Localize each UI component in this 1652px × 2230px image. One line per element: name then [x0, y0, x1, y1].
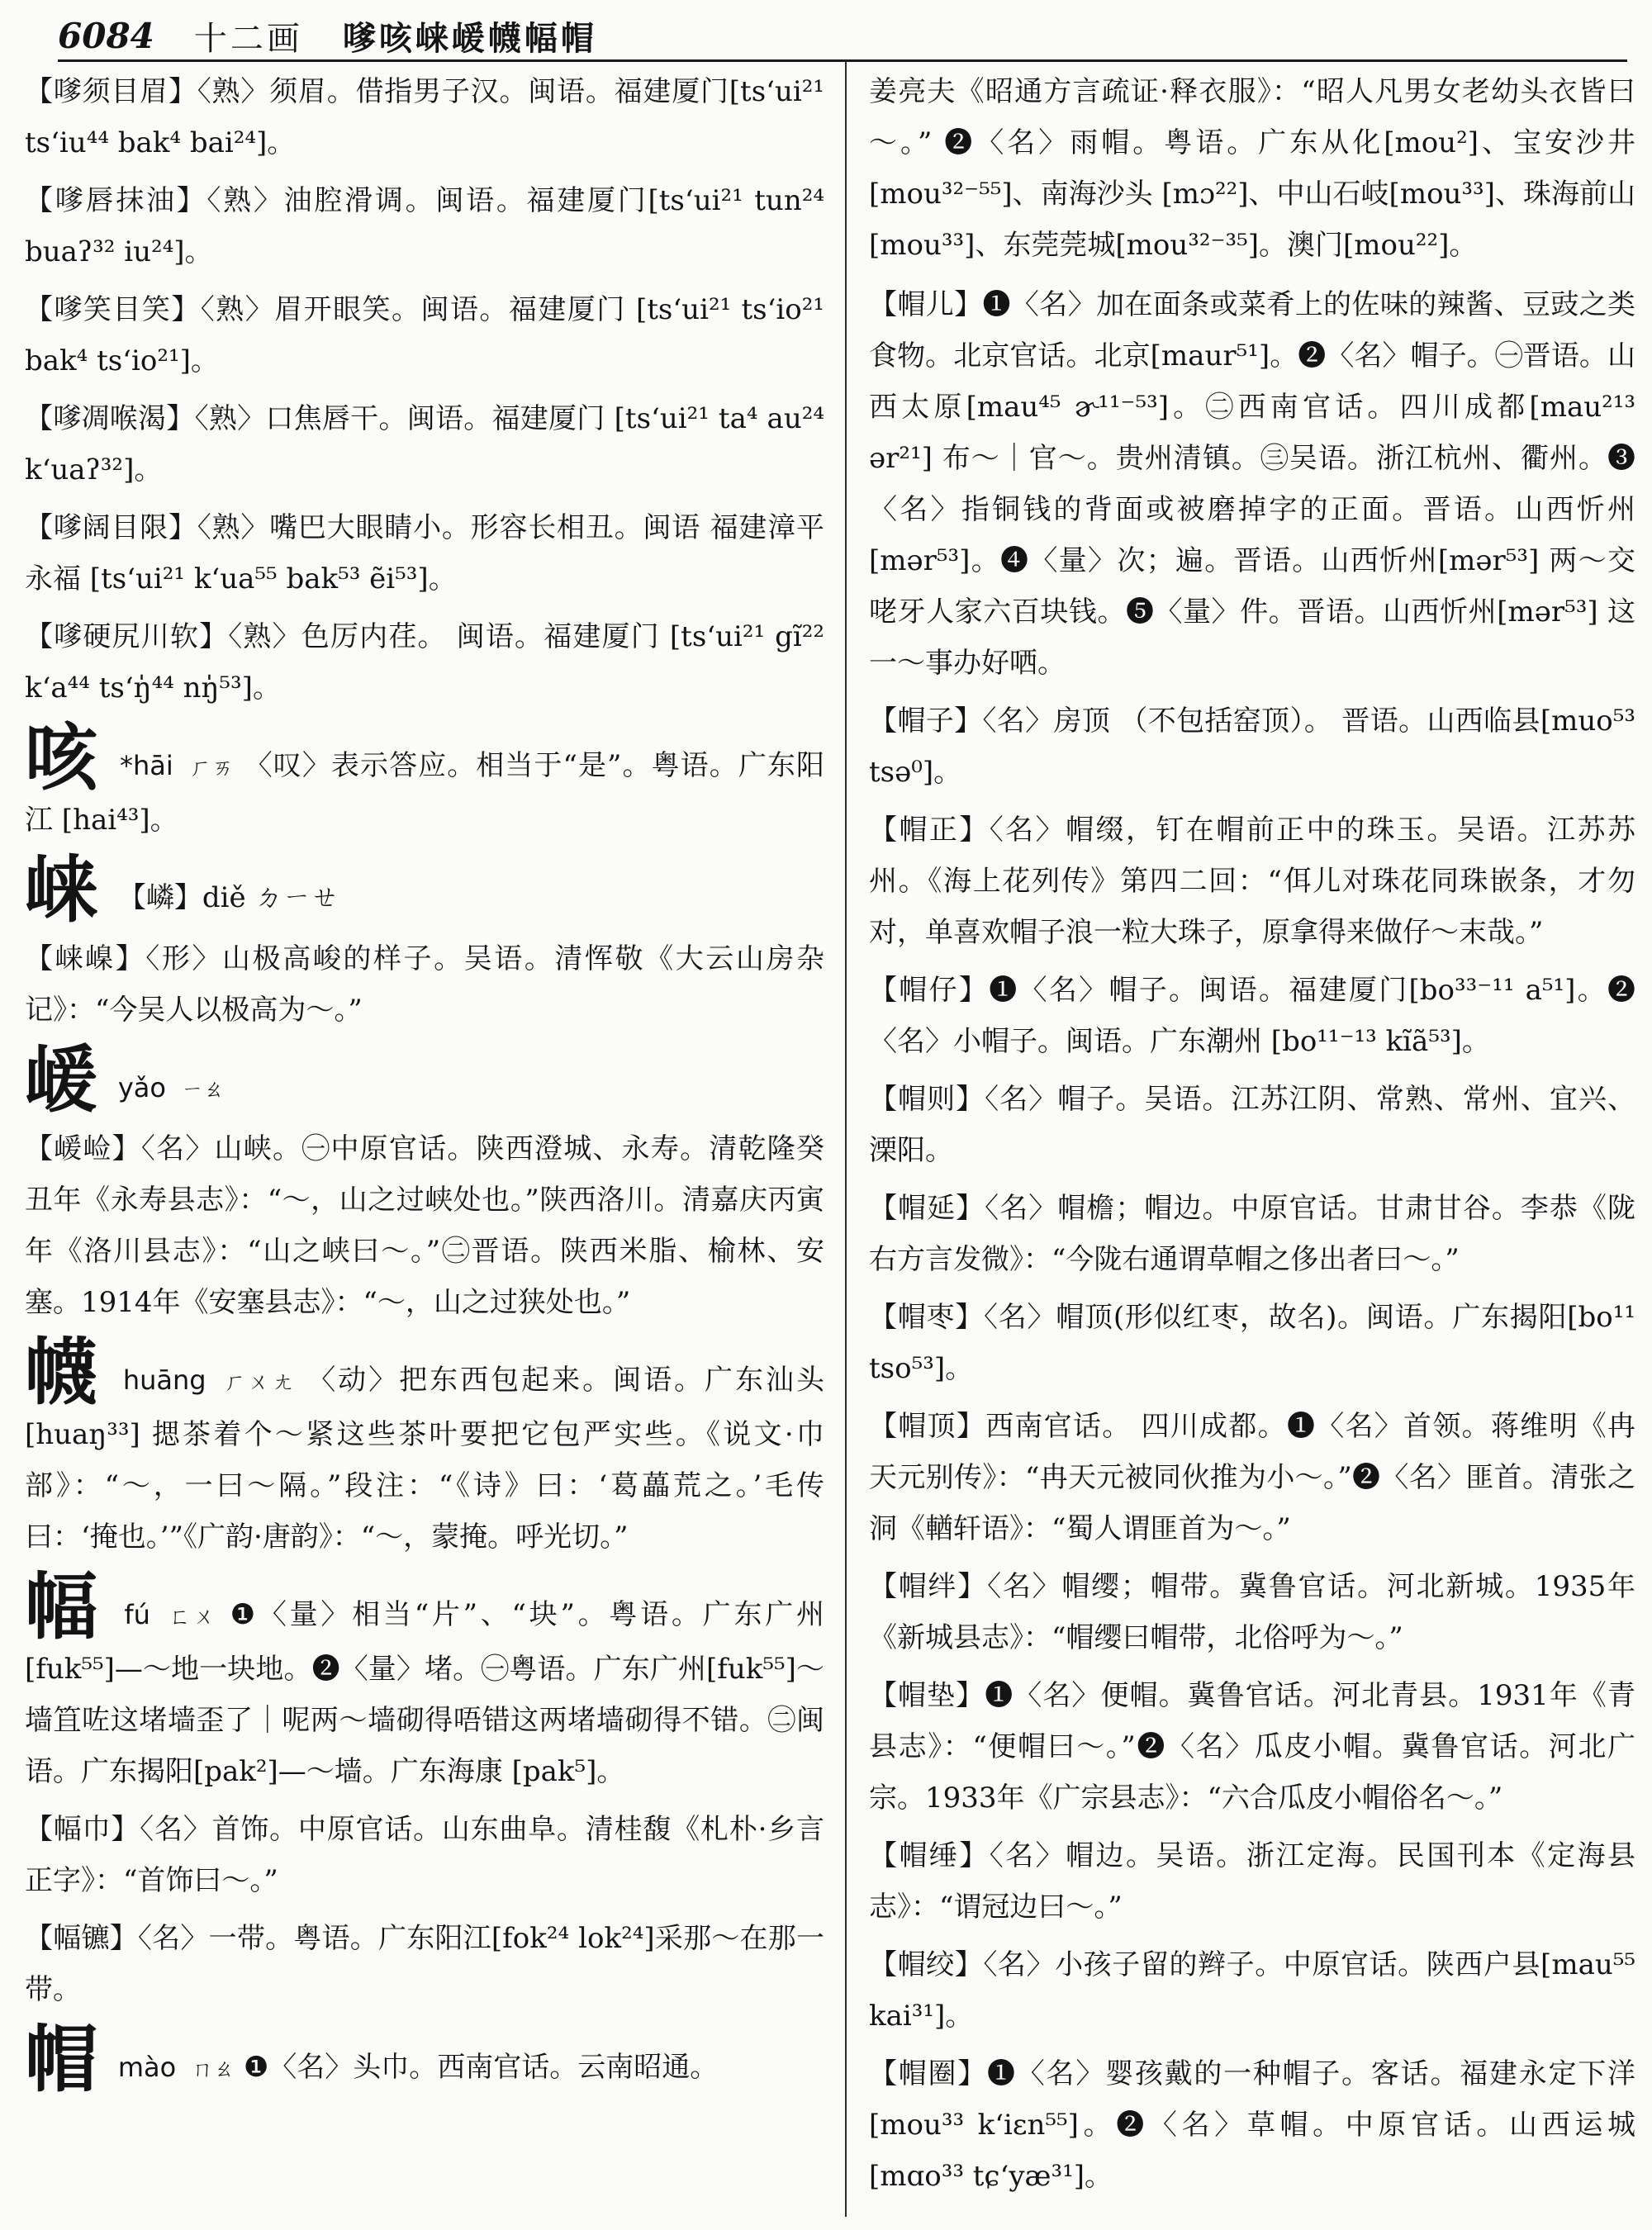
- character-entry: [25, 847, 824, 932]
- dictionary-entry: 【帽子】〈名〉房顶 （不包括窑顶）。 晋语。山西临县[muo⁵³ tsə⁰]。: [869, 705, 1635, 789]
- pinyin: fú: [124, 1599, 150, 1630]
- left-column: [25, 66, 824, 2103]
- dictionary-entry: 【幅巾】〈名〉首饰。中原官话。山东曲阜。清桂馥《札朴·乡言正字》：“首饰曰～。”: [25, 1813, 824, 1897]
- dictionary-entry: 【嵈崄】〈名〉山峡。㊀中原官话。陕西澄城、永寿。清乾隆癸丑年《永寿县志》：“～，山之过峡处也。”陕西洛川。清嘉庆丙寅年《洛川县志》：“山之峡曰～。”㊁晋语。陕西米脂、榆林、安塞。1914年《安塞县志》：“～，山之过狭处也。”: [25, 1132, 824, 1319]
- dictionary-entry: 【帽仔】❶〈名〉帽子。闽语。福建厦门[bo³³⁻¹¹ a⁵¹]。❷〈名〉小帽子。闽语。广东潮州 [bo¹¹⁻¹³ kĩã⁵³]。: [869, 974, 1635, 1058]
- dictionary-entry: 【帽垫】❶〈名〉便帽。冀鲁官话。河北青县。1931年《青县志》：“便帽曰～。”❷〈名〉瓜皮小帽。冀鲁官话。河北广宗。1933年《广宗县志》：“六合瓜皮小帽俗名～。”: [869, 1679, 1635, 1815]
- character-entry: [25, 1037, 824, 1122]
- dictionary-entry: 【帽儿】❶〈名〉加在面条或菜肴上的佐味的辣酱、豆豉之类食物。北京官话。北京[maur⁵¹]。❷〈名〉帽子。㊀晋语。山西太原[mau⁴⁵ ɚ¹¹⁻⁵³]。㊁西南官话。四川成都[mau²¹³ ər²¹] 布～｜官～。贵州清镇。㊂吴语。浙江杭州、衢州。❸〈名〉指铜钱的背面或被磨掉字的正面。晋语。山西忻州 [mər⁵³]。❹〈量〉次；遍。晋语。山西忻州[mər⁵³] 两～交咾牙人家六百块钱。❺〈量〉件。晋语。山西忻州[mər⁵³] 这一～事办好哂。: [869, 288, 1635, 680]
- zhuyin: ㄈㄨ: [169, 1605, 219, 1630]
- column-divider: [845, 61, 847, 2217]
- dictionary-entry: 【帽正】〈名〉帽缀，钉在帽前正中的珠玉。吴语。江苏苏州。《海上花列传》第四二回：“佴儿对珠花同珠嵌条，才勿对，单喜欢帽子浪一粒大珠子，原拿得来做仔～末哉。”: [869, 814, 1635, 949]
- pinyin: huāng: [122, 1364, 206, 1396]
- continued-entry: 姜亮夫《昭通方言疏证·释衣服》：“昭人凡男女老幼头衣皆曰～。” ❷〈名〉雨帽。粤语。广东从化[mou²]、宝安沙井[mou³²⁻⁵⁵]、南海沙头 [mɔ²²]、中山石岐[mou³³]、珠海前山[mou³³]、东莞莞城[mou³²⁻³⁵]。澳门[mou²²]。: [869, 75, 1635, 262]
- zhuyin: ㄏㄨㄤ: [224, 1370, 297, 1395]
- dictionary-entry: 【嗲凋喉渴】〈熟〉口焦唇干。闽语。福建厦门 [tsʻui²¹ ta⁴ au²⁴ kʻuaʔ³²]。: [25, 402, 824, 486]
- dictionary-entry: 【帽圈】❶〈名〉婴孩戴的一种帽子。客话。福建永定下洋 [mou³³ kʻiɛn⁵⁵]。❷〈名〉草帽。中原官话。山西运城[mɑo³³ tɕʻyæ³¹]。: [869, 2057, 1635, 2193]
- dictionary-entry: 【嗲笑目笑】〈熟〉眉开眼笑。闽语。福建厦门 [tsʻui²¹ tsʻio²¹ bak⁴ tsʻio²¹]。: [25, 293, 824, 377]
- header-characters: 嗲咳崃嵈幭幅帽: [342, 18, 597, 58]
- pinyin: *hāi: [119, 750, 173, 781]
- headword-character: 崃: [25, 847, 98, 932]
- pinyin: mào: [117, 2052, 177, 2083]
- definition: ❶〈量〉相当“片”、“块”。粤语。广东广州[fuk⁵⁵]—～地一块地。❷〈量〉堵。㊀粤语。广东广州[fuk⁵⁵]～墙笡咗这堵墙歪了｜呢两～墙砌得唔错这两堵墙砌得不错。㊁闽语。广东揭阳[pak²]—～墙。广东海康 [pak⁵]。: [25, 1598, 824, 1788]
- headword-character: 嵈: [25, 1037, 98, 1122]
- dictionary-entry: 【帽绊】〈名〉帽缨；帽带。冀鲁官话。河北新城。1935年《新城县志》：“帽缨曰帽带，北俗呼为～。”: [869, 1570, 1635, 1654]
- page-header: [58, 12, 1627, 62]
- dictionary-entry: 【帽则】〈名〉帽子。吴语。江苏江阴、常熟、常州、宜兴、溧阳。: [869, 1083, 1635, 1167]
- dictionary-entry: 【崃嵲】〈形〉山极高峻的样子。吴语。清恽敬《大云山房杂记》：“今吴人以极高为～。”: [25, 942, 824, 1027]
- stroke-count: 十二画: [193, 19, 303, 58]
- zhuyin: ㄏㄞ: [189, 756, 235, 780]
- headword-character: 幅: [25, 1563, 101, 1649]
- definition: ❶〈名〉头巾。西南官话。云南昭通。: [243, 2051, 719, 2084]
- headword-character: 帽: [25, 2016, 98, 2102]
- definition: 〈动〉把东西包起来。闽语。广东汕头 [huaŋ³³] 揌茶着个～紧这些茶叶要把它包严实些。《说文·巾部》：“～，一曰～隔。”段注：“《诗》曰：‘葛藟荒之。’毛传曰：‘掩也。’”《广韵·唐韵》：“～，蒙掩。呼光切。”: [25, 1364, 825, 1554]
- page-number: 6084: [58, 15, 154, 56]
- definition: 〈叹〉表示答应。相当于“是”。粤语。广东阳江 [hai⁴³]。: [25, 749, 824, 837]
- dictionary-entry: 【嗲硬尻川软】〈熟〉色厉内荏。 闽语。福建厦门 [tsʻui²¹ gĩ²² kʻa⁴⁴ tsʻŋ̍⁴⁴ nŋ̍⁵³]。: [25, 620, 824, 705]
- character-entry: [25, 2016, 824, 2102]
- dictionary-entry: 【帽延】〈名〉帽檐；帽边。中原官话。甘肃甘谷。李恭《陇右方言发微》：“今陇右通谓草帽之侈出者曰～。”: [869, 1192, 1635, 1276]
- zhuyin: ㄇㄠ: [192, 2057, 235, 2082]
- definition: 【嶙】diě ㄉㄧㄝ: [117, 881, 339, 914]
- headword-character: 幭: [25, 1329, 100, 1415]
- character-entry: [25, 1563, 824, 1797]
- character-entry: [25, 1329, 825, 1563]
- zhuyin: ㄧㄠ: [181, 1078, 225, 1103]
- dictionary-entry: 【幅镳】〈名〉一带。粤语。广东阳江[fok²⁴ lok²⁴]采那～在那一带。: [25, 1922, 824, 2006]
- headword-character: 咳: [25, 714, 99, 800]
- right-column: [869, 66, 1635, 2209]
- dictionary-entry: 【帽枣】〈名〉帽顶(形似红枣，故名)。闽语。广东揭阳[bo¹¹ tso⁵³]。: [869, 1301, 1635, 1385]
- dictionary-entry: 【帽顶】西南官话。 四川成都。❶〈名〉首领。蒋维明《冉天元别传》：“冉天元被同伙推为小～。”❷〈名〉匪首。清张之洞《輶轩语》：“蜀人谓匪首为～。”: [869, 1410, 1635, 1545]
- dictionary-entry: 【嗲须目眉】〈熟〉须眉。借指男子汉。闽语。福建厦门[tsʻui²¹ tsʻiu⁴⁴ bak⁴ bai²⁴]。: [25, 75, 824, 159]
- dictionary-entry: 【嗲阔目限】〈熟〉嘴巴大眼睛小。形容长相丑。闽语 福建漳平永福 [tsʻui²¹ kʻua⁵⁵ bak⁵³ ẽi⁵³]。: [25, 511, 824, 595]
- dictionary-entry: 【嗲唇抹油】〈熟〉油腔滑调。闽语。福建厦门[tsʻui²¹ tun²⁴ buaʔ³² iu²⁴]。: [25, 184, 824, 268]
- dictionary-entry: 【帽绞】〈名〉小孩子留的辫子。中原官话。陕西户县[mau⁵⁵ kai³¹]。: [869, 1948, 1635, 2033]
- character-entry: [25, 714, 824, 846]
- pinyin: yǎo: [117, 1072, 166, 1103]
- dictionary-entry: 【帽缍】〈名〉帽边。吴语。浙江定海。民国刊本《定海县志》：“谓冠边曰～。”: [869, 1839, 1635, 1924]
